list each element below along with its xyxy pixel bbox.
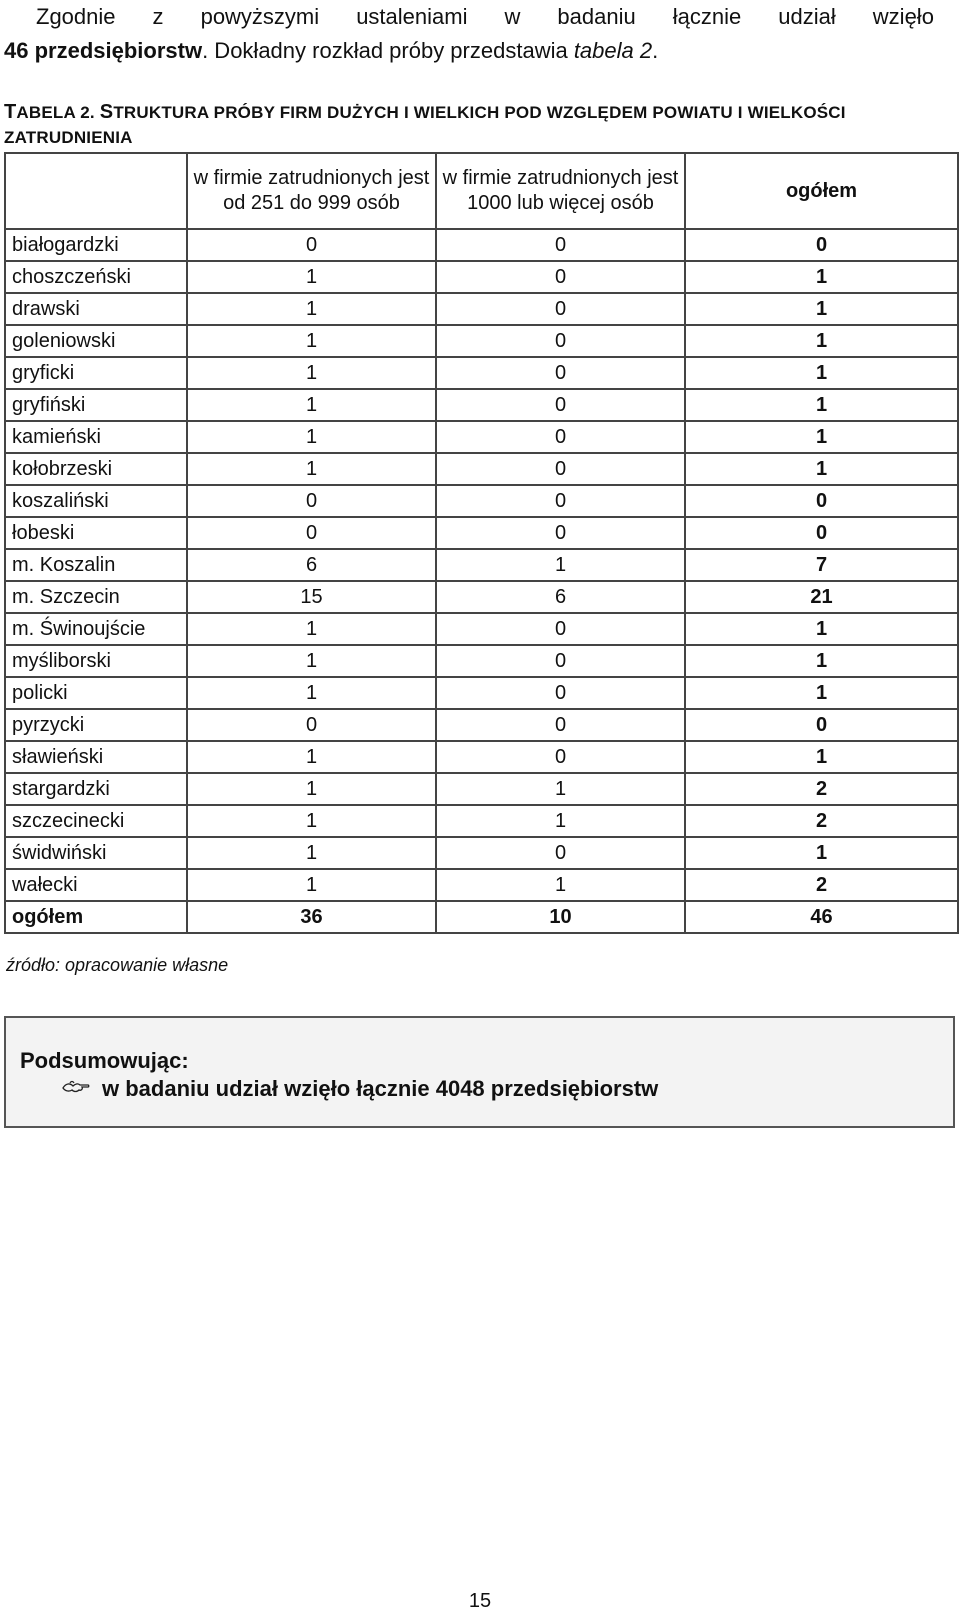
cell-county: stargardzki bbox=[5, 773, 187, 805]
page-number: 15 bbox=[468, 1590, 492, 1612]
cell-count-251-999: 1 bbox=[187, 293, 436, 325]
intro-word: ustaleniami bbox=[356, 4, 468, 29]
summary-bullet-text: w badaniu udział wzięło łącznie 4048 przedsiębiorstw bbox=[102, 1076, 659, 1101]
header-251-999: w firmie zatrudnionych jest od 251 do 999 osób bbox=[187, 153, 436, 229]
intro-bold-count: 46 przedsiębiorstw bbox=[4, 38, 203, 63]
cell-county: choszczeński bbox=[5, 261, 187, 293]
cell-county: świdwiński bbox=[5, 837, 187, 869]
intro-paragraph bbox=[4, 0, 934, 68]
cell-total: 1 bbox=[685, 741, 958, 773]
cell-total: 1 bbox=[685, 837, 958, 869]
table-row bbox=[5, 741, 958, 773]
cell-count-251-999: 1 bbox=[187, 869, 436, 901]
cell-total: 2 bbox=[685, 869, 958, 901]
cell-county: m. Świnoujście bbox=[5, 613, 187, 645]
cell-count-1000-plus: 0 bbox=[436, 261, 685, 293]
cell-county: policki bbox=[5, 677, 187, 709]
caption-label-rest: ABELA 2. bbox=[16, 103, 100, 122]
cell-county: gryficki bbox=[5, 357, 187, 389]
hand-pointing-icon bbox=[62, 1077, 92, 1101]
table-row bbox=[5, 581, 958, 613]
cell-county: wałecki bbox=[5, 869, 187, 901]
table-row bbox=[5, 517, 958, 549]
summary-title: Podsumowując: bbox=[20, 1048, 189, 1073]
cell-count-251-999: 1 bbox=[187, 805, 436, 837]
cell-total: 2 bbox=[685, 805, 958, 837]
table-total-row bbox=[5, 901, 958, 933]
cell-total: 1 bbox=[685, 389, 958, 421]
cell-count-251-999: 0 bbox=[187, 517, 436, 549]
cell-count-1000-plus: 6 bbox=[436, 581, 685, 613]
cell-count-1000-plus: 0 bbox=[436, 645, 685, 677]
table-row bbox=[5, 229, 958, 261]
cell-count-1000-plus: 1 bbox=[436, 773, 685, 805]
cell-count-1000-plus: 10 bbox=[436, 901, 685, 933]
cell-county: pyrzycki bbox=[5, 709, 187, 741]
cell-count-251-999: 1 bbox=[187, 773, 436, 805]
table-row bbox=[5, 389, 958, 421]
intro-word: badaniu bbox=[557, 4, 636, 29]
cell-total: 1 bbox=[685, 421, 958, 453]
cell-county: m. Koszalin bbox=[5, 549, 187, 581]
caption-label-initial: T bbox=[4, 101, 17, 123]
cell-count-251-999: 1 bbox=[187, 325, 436, 357]
header-1000-plus: w firmie zatrudnionych jest 1000 lub więcej osób bbox=[436, 153, 685, 229]
cell-count-251-999: 1 bbox=[187, 261, 436, 293]
cell-county: ogółem bbox=[5, 901, 187, 933]
cell-county: koszaliński bbox=[5, 485, 187, 517]
cell-total: 1 bbox=[685, 261, 958, 293]
cell-count-251-999: 1 bbox=[187, 453, 436, 485]
cell-county: sławieński bbox=[5, 741, 187, 773]
intro-word: powyższymi bbox=[200, 4, 320, 29]
header-total: ogółem bbox=[685, 153, 958, 229]
cell-count-1000-plus: 0 bbox=[436, 357, 685, 389]
table-row bbox=[5, 645, 958, 677]
table-row bbox=[5, 453, 958, 485]
table-row bbox=[5, 325, 958, 357]
table-row bbox=[5, 837, 958, 869]
cell-count-1000-plus: 0 bbox=[436, 837, 685, 869]
table-row bbox=[5, 869, 958, 901]
table-row bbox=[5, 805, 958, 837]
cell-count-1000-plus: 0 bbox=[436, 709, 685, 741]
table-row bbox=[5, 357, 958, 389]
cell-count-251-999: 1 bbox=[187, 837, 436, 869]
cell-total: 0 bbox=[685, 485, 958, 517]
cell-count-251-999: 0 bbox=[187, 709, 436, 741]
intro-word: łącznie bbox=[672, 4, 742, 29]
intro-text: . Dokładny rozkład próby przedstawia bbox=[202, 38, 574, 63]
cell-county: łobeski bbox=[5, 517, 187, 549]
table-row bbox=[5, 709, 958, 741]
summary-box bbox=[4, 1016, 955, 1128]
cell-count-251-999: 6 bbox=[187, 549, 436, 581]
cell-count-1000-plus: 1 bbox=[436, 869, 685, 901]
cell-total: 1 bbox=[685, 645, 958, 677]
sample-structure-table bbox=[4, 152, 959, 934]
cell-count-251-999: 0 bbox=[187, 485, 436, 517]
cell-count-251-999: 36 bbox=[187, 901, 436, 933]
cell-total: 0 bbox=[685, 229, 958, 261]
table-row bbox=[5, 549, 958, 581]
cell-count-1000-plus: 0 bbox=[436, 485, 685, 517]
intro-line-1 bbox=[4, 0, 934, 34]
intro-word: udział bbox=[778, 4, 836, 29]
intro-word: z bbox=[152, 4, 164, 29]
cell-count-251-999: 1 bbox=[187, 421, 436, 453]
cell-county: szczecinecki bbox=[5, 805, 187, 837]
caption-title-rest: TRUKTURA PRÓBY FIRM DUŻYCH I WIELKICH POD WZGLĘDEM POWIATU I WIELKOŚCI ZATRUDNIENIA bbox=[4, 103, 846, 147]
cell-total: 2 bbox=[685, 773, 958, 805]
intro-word: w bbox=[504, 4, 521, 29]
table-row bbox=[5, 613, 958, 645]
cell-count-1000-plus: 0 bbox=[436, 741, 685, 773]
cell-county: gryfiński bbox=[5, 389, 187, 421]
cell-count-1000-plus: 1 bbox=[436, 549, 685, 581]
intro-period: . bbox=[652, 38, 659, 63]
intro-line-2 bbox=[4, 34, 934, 68]
cell-total: 1 bbox=[685, 357, 958, 389]
cell-total: 0 bbox=[685, 709, 958, 741]
table-row bbox=[5, 677, 958, 709]
cell-county: białogardzki bbox=[5, 229, 187, 261]
cell-total: 46 bbox=[685, 901, 958, 933]
cell-total: 1 bbox=[685, 325, 958, 357]
cell-count-251-999: 1 bbox=[187, 389, 436, 421]
cell-count-251-999: 1 bbox=[187, 357, 436, 389]
intro-word: Zgodnie bbox=[36, 4, 116, 29]
cell-total: 1 bbox=[685, 453, 958, 485]
cell-count-1000-plus: 0 bbox=[436, 517, 685, 549]
cell-count-1000-plus: 1 bbox=[436, 805, 685, 837]
cell-count-1000-plus: 0 bbox=[436, 325, 685, 357]
table-row bbox=[5, 421, 958, 453]
intro-word: wzięło bbox=[872, 4, 934, 29]
summary-bullet bbox=[62, 1076, 658, 1102]
header-county bbox=[5, 153, 187, 229]
cell-total: 1 bbox=[685, 677, 958, 709]
cell-county: m. Szczecin bbox=[5, 581, 187, 613]
table-header-row bbox=[5, 153, 958, 229]
cell-total: 1 bbox=[685, 293, 958, 325]
cell-count-251-999: 15 bbox=[187, 581, 436, 613]
cell-count-1000-plus: 0 bbox=[436, 613, 685, 645]
cell-county: kołobrzeski bbox=[5, 453, 187, 485]
table-row bbox=[5, 485, 958, 517]
cell-count-1000-plus: 0 bbox=[436, 453, 685, 485]
cell-count-1000-plus: 0 bbox=[436, 293, 685, 325]
cell-count-251-999: 1 bbox=[187, 677, 436, 709]
cell-count-1000-plus: 0 bbox=[436, 229, 685, 261]
caption-title-initial: S bbox=[99, 101, 114, 123]
intro-table-reference: tabela 2 bbox=[573, 38, 653, 63]
cell-count-251-999: 0 bbox=[187, 229, 436, 261]
cell-count-251-999: 1 bbox=[187, 645, 436, 677]
table-row bbox=[5, 773, 958, 805]
cell-county: myśliborski bbox=[5, 645, 187, 677]
cell-county: drawski bbox=[5, 293, 187, 325]
cell-total: 21 bbox=[685, 581, 958, 613]
cell-count-1000-plus: 0 bbox=[436, 389, 685, 421]
cell-total: 0 bbox=[685, 517, 958, 549]
cell-count-251-999: 1 bbox=[187, 741, 436, 773]
cell-county: goleniowski bbox=[5, 325, 187, 357]
table-caption bbox=[4, 100, 934, 150]
cell-county: kamieński bbox=[5, 421, 187, 453]
table-row bbox=[5, 261, 958, 293]
cell-total: 1 bbox=[685, 613, 958, 645]
cell-count-251-999: 1 bbox=[187, 613, 436, 645]
cell-total: 7 bbox=[685, 549, 958, 581]
cell-count-1000-plus: 0 bbox=[436, 677, 685, 709]
table-row bbox=[5, 293, 958, 325]
table-source-note: źródło: opracowanie własne bbox=[6, 955, 229, 975]
cell-count-1000-plus: 0 bbox=[436, 421, 685, 453]
